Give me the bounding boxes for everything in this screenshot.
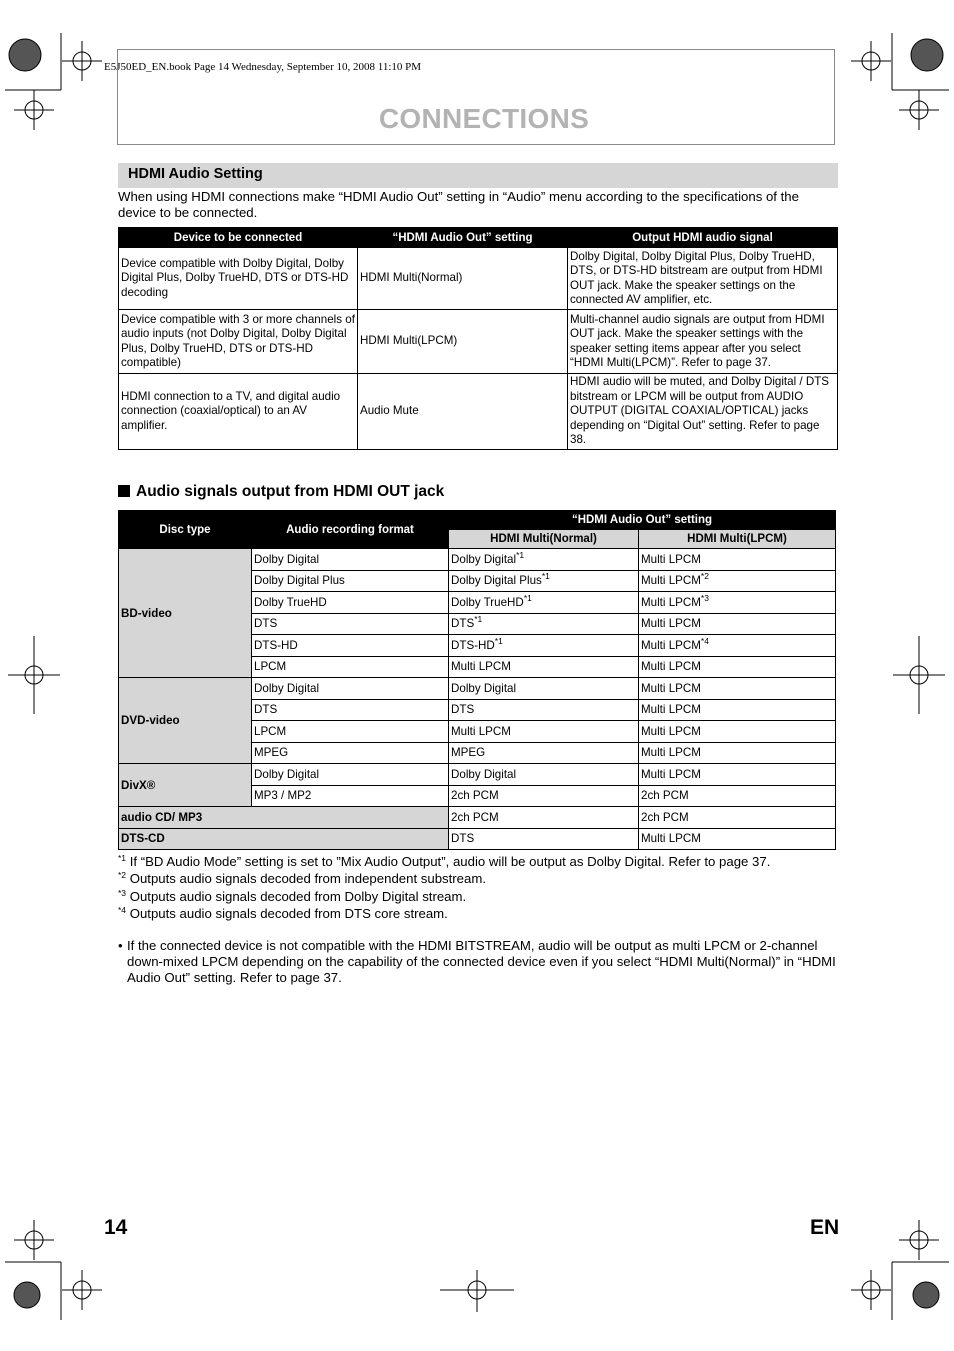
device-cell: Device compatible with 3 or more channels of audio inputs (not Dolby Digital, Dolby Digital Plus, Dolby TrueHD, DTS or DTS-HD compatible) bbox=[119, 310, 358, 374]
normal-cell bbox=[449, 656, 639, 678]
lpcm-cell-text: Multi LPCM bbox=[641, 681, 701, 695]
output-cell: HDMI audio will be muted, and Dolby Digital / DTS bitstream or LPCM will be output from AUDIO OUTPUT (DIGITAL COAXIAL/OPTICAL) jacks depending on “Digital Out” setting. Refer to page 38. bbox=[568, 374, 838, 450]
lpcm-cell bbox=[639, 613, 836, 635]
setting-cell: HDMI Multi(Normal) bbox=[358, 248, 568, 310]
normal-cell bbox=[449, 742, 639, 764]
normal-cell: DTS bbox=[449, 828, 639, 850]
disc-type-cell: DivX® bbox=[119, 764, 252, 807]
bullet-note-text: If the connected device is not compatible with the HDMI BITSTREAM, audio will be output as multi LPCM or 2-channel down-mixed LPCM depending on the capability of the connected device even if you select “HDMI Multi(Normal)” in “HDMI Audio Out” setting. Refer to page 37. bbox=[127, 938, 836, 985]
device-cell: HDMI connection to a TV, and digital audio connection (coaxial/optical) to an AV amplifier. bbox=[119, 374, 358, 450]
format-cell: Dolby TrueHD bbox=[252, 592, 449, 614]
setting-cell: Audio Mute bbox=[358, 374, 568, 450]
page-number: 14 bbox=[104, 1216, 128, 1239]
footnote-ref: *1 bbox=[494, 635, 503, 646]
format-cell: Dolby Digital Plus bbox=[252, 570, 449, 592]
footnote: $^{*1}$ If “BD Audio Mode” setting is set to ”Mix Audio Output”, audio will be output as Dolby Digital. Refer to page 37. bbox=[118, 853, 771, 869]
lpcm-cell bbox=[639, 764, 836, 786]
lpcm-cell bbox=[639, 635, 836, 657]
lpcm-cell-text: Multi LPCM bbox=[641, 552, 701, 566]
book-info: E5J50ED_EN.book Page 14 Wednesday, September 10, 2008 11:10 PM bbox=[104, 61, 422, 73]
normal-cell: 2ch PCM bbox=[449, 807, 639, 829]
normal-cell-text: 2ch PCM bbox=[451, 789, 499, 803]
normal-cell-text: Dolby Digital Plus bbox=[451, 574, 542, 588]
column-header-setting: “HDMI Audio Out” setting bbox=[449, 511, 836, 530]
intro-text: When using HDMI connections make “HDMI Audio Out” setting in “Audio” menu according to the specifications of the device to be connected. bbox=[118, 189, 799, 220]
lpcm-cell bbox=[639, 742, 836, 764]
chapter-title: CONNECTIONS bbox=[378, 103, 590, 134]
table-row bbox=[119, 549, 836, 571]
normal-cell bbox=[449, 613, 639, 635]
footnote-ref: *1 bbox=[523, 592, 532, 603]
normal-cell-text: DTS-HD bbox=[451, 638, 495, 652]
lpcm-cell-text: Multi LPCM bbox=[641, 660, 701, 674]
normal-cell-text: Dolby Digital bbox=[451, 552, 517, 566]
lpcm-cell bbox=[639, 549, 836, 571]
normal-cell bbox=[449, 785, 639, 807]
table-row bbox=[119, 248, 838, 310]
format-cell: DTS bbox=[252, 613, 449, 635]
disc-type-cell: BD-video bbox=[119, 549, 252, 678]
lpcm-cell bbox=[639, 570, 836, 592]
format-cell: Dolby Digital bbox=[252, 678, 449, 700]
normal-cell bbox=[449, 549, 639, 571]
lpcm-cell-text: Multi LPCM bbox=[641, 638, 701, 652]
section-header bbox=[118, 163, 838, 188]
disc-type-cell: DVD-video bbox=[119, 678, 252, 764]
lpcm-cell bbox=[639, 785, 836, 807]
normal-cell-text: Multi LPCM bbox=[451, 724, 511, 738]
format-cell: LPCM bbox=[252, 721, 449, 743]
table-row bbox=[119, 374, 838, 450]
device-cell: Device compatible with Dolby Digital, Dolby Digital Plus, Dolby TrueHD, DTS or DTS-HD decoding bbox=[119, 248, 358, 310]
table-header-row bbox=[119, 228, 838, 248]
square-bullet-icon bbox=[118, 485, 130, 497]
lpcm-cell bbox=[639, 699, 836, 721]
lpcm-cell bbox=[639, 656, 836, 678]
lpcm-cell-text: 2ch PCM bbox=[641, 789, 689, 803]
normal-cell bbox=[449, 764, 639, 786]
disc-type-cell: audio CD/ MP3 bbox=[119, 807, 449, 829]
footnotes bbox=[118, 853, 858, 923]
lpcm-cell-text: Multi LPCM bbox=[641, 595, 701, 609]
lpcm-cell-text: Multi LPCM bbox=[641, 767, 701, 781]
normal-cell-text: Dolby Digital bbox=[451, 767, 517, 781]
lpcm-cell-text: Multi LPCM bbox=[641, 574, 701, 588]
normal-cell bbox=[449, 699, 639, 721]
table-row bbox=[119, 310, 838, 374]
footnote-ref: *2 bbox=[700, 571, 709, 582]
column-header-disc: Disc type bbox=[119, 511, 252, 549]
footnote: $^{*2}$ Outputs audio signals decoded from independent substream. bbox=[118, 870, 486, 887]
normal-cell bbox=[449, 570, 639, 592]
normal-cell bbox=[449, 635, 639, 657]
column-header-normal: HDMI Multi(Normal) bbox=[449, 530, 639, 549]
setting-cell: HDMI Multi(LPCM) bbox=[358, 310, 568, 374]
footnote-ref: *4 bbox=[700, 635, 709, 646]
format-cell: LPCM bbox=[252, 656, 449, 678]
lpcm-cell bbox=[639, 592, 836, 614]
subsection-title: Audio signals output from HDMI OUT jack bbox=[136, 483, 445, 500]
footnote-ref: *1 bbox=[474, 614, 483, 625]
output-cell: Dolby Digital, Dolby Digital Plus, Dolby TrueHD, DTS, or DTS-HD bitstream are output from HDMI OUT jack. Make the speaker settings on the connected AV amplifier, etc. bbox=[568, 248, 838, 310]
bullet-note bbox=[118, 938, 838, 986]
footnote: $^{*4}$ Outputs audio signals decoded from DTS core stream. bbox=[118, 905, 448, 922]
column-header-lpcm: HDMI Multi(LPCM) bbox=[639, 530, 836, 549]
language-label: EN bbox=[810, 1216, 840, 1239]
format-cell: Dolby Digital bbox=[252, 764, 449, 786]
output-cell: Multi-channel audio signals are output from HDMI OUT jack. Make the speaker settings with the speaker setting items appear after you select “HDMI Multi(LPCM)”. Refer to page 37. bbox=[568, 310, 838, 374]
lpcm-cell: Multi LPCM bbox=[639, 828, 836, 850]
hdmi-setting-table bbox=[118, 227, 838, 450]
format-cell: Dolby Digital bbox=[252, 549, 449, 571]
normal-cell-text: DTS bbox=[451, 617, 475, 631]
format-cell: MP3 / MP2 bbox=[252, 785, 449, 807]
bullet-icon: • bbox=[118, 938, 123, 953]
disc-type-cell: DTS-CD bbox=[119, 828, 449, 850]
normal-cell bbox=[449, 721, 639, 743]
lpcm-cell bbox=[639, 721, 836, 743]
table-row bbox=[119, 807, 836, 829]
format-cell: DTS-HD bbox=[252, 635, 449, 657]
lpcm-cell bbox=[639, 678, 836, 700]
normal-cell-text: MPEG bbox=[451, 746, 486, 760]
lpcm-cell-text: Multi LPCM bbox=[641, 703, 701, 717]
normal-cell-text: Dolby Digital bbox=[451, 681, 517, 695]
audio-output-table bbox=[118, 510, 836, 850]
lpcm-cell: 2ch PCM bbox=[639, 807, 836, 829]
table-row bbox=[119, 764, 836, 786]
footnote-ref: *1 bbox=[516, 549, 525, 560]
column-header: Device to be connected bbox=[119, 228, 358, 248]
footnote-ref: *3 bbox=[700, 592, 709, 603]
table-header-row bbox=[119, 511, 836, 530]
table-row bbox=[119, 828, 836, 850]
normal-cell bbox=[449, 592, 639, 614]
footnote: $^{*3}$ Outputs audio signals decoded from Dolby Digital stream. bbox=[118, 887, 467, 904]
table-row bbox=[119, 678, 836, 700]
normal-cell-text: Multi LPCM bbox=[451, 660, 511, 674]
lpcm-cell-text: Multi LPCM bbox=[641, 746, 701, 760]
column-header: “HDMI Audio Out” setting bbox=[358, 228, 568, 248]
column-header: Output HDMI audio signal bbox=[568, 228, 838, 248]
lpcm-cell-text: Multi LPCM bbox=[641, 617, 701, 631]
column-header-format: Audio recording format bbox=[252, 511, 449, 549]
section-title: HDMI Audio Setting bbox=[128, 166, 263, 182]
normal-cell-text: Dolby TrueHD bbox=[451, 595, 524, 609]
format-cell: MPEG bbox=[252, 742, 449, 764]
lpcm-cell-text: Multi LPCM bbox=[641, 724, 701, 738]
normal-cell bbox=[449, 678, 639, 700]
footnote-ref: *1 bbox=[541, 571, 550, 582]
subsection-heading bbox=[118, 483, 444, 501]
normal-cell-text: DTS bbox=[451, 703, 475, 717]
format-cell: DTS bbox=[252, 699, 449, 721]
